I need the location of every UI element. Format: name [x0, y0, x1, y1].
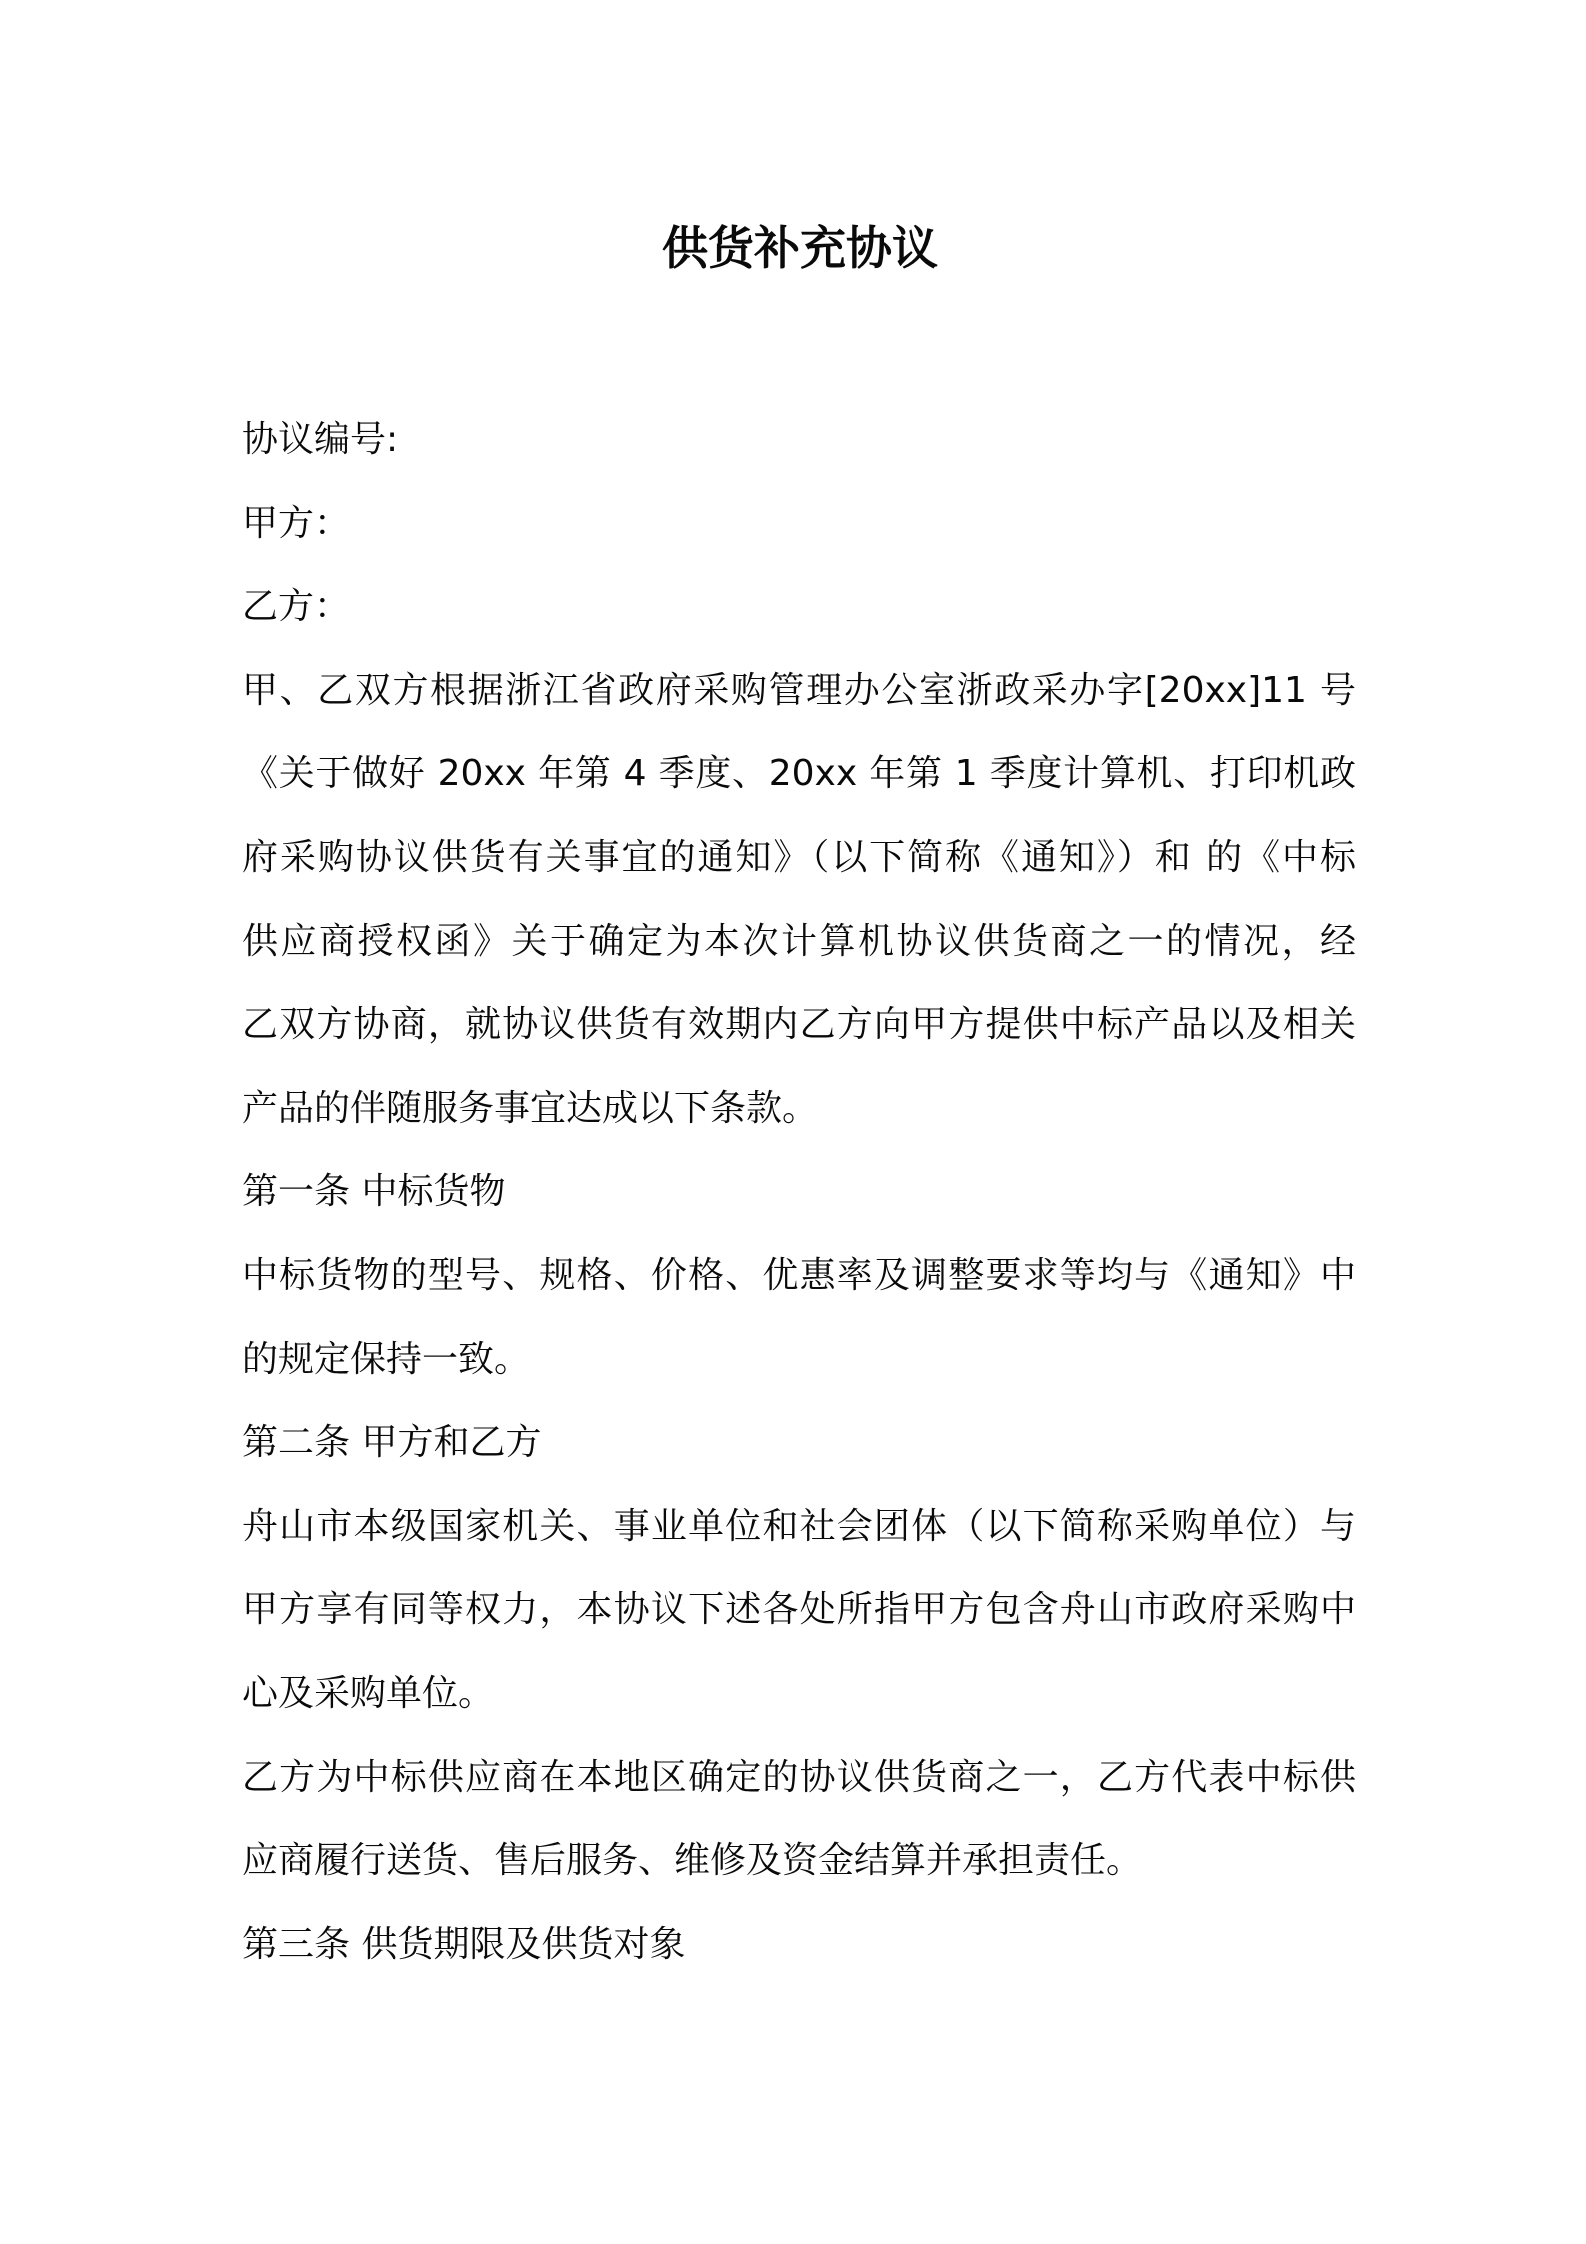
- agreement-number-label: 协议编号:: [242, 419, 399, 460]
- party-b-label: 乙方：: [242, 586, 351, 628]
- preamble-line: 产品的伴随服务事宜达成以下条款。: [242, 1087, 819, 1129]
- preamble-line: 乙双方协商，就协议供货有效期内乙方向甲方提供中标产品以及相关: [242, 1004, 1356, 1046]
- article-2-line: 应商履行送货、售后服务、维修及资金结算并承担责任。: [242, 1840, 1143, 1882]
- article-1-line: 中标货物的型号、规格、价格、优惠率及调整要求等均与《通知》中: [242, 1254, 1356, 1296]
- document-body: [242, 398, 1356, 1986]
- article-1-line: 的规定保持一致。: [242, 1338, 531, 1380]
- preamble-line: 甲、乙双方根据浙江省政府采购管理办公室浙政采办字[20xx]11 号: [242, 669, 1356, 711]
- preamble-paragraph: [242, 649, 1356, 1151]
- party-a-label: 甲方：: [242, 502, 351, 544]
- article-3-heading: 第三条 供货期限及供货对象: [242, 1923, 686, 1965]
- preamble-line: 供应商授权函》关于确定为本次计算机协议供货商之一的情况，经: [242, 920, 1356, 962]
- article-1-heading: 第一条 中标货物: [242, 1171, 506, 1213]
- preamble-line: 府采购协议供货有关事宜的通知》（以下简称《通知》）和 的《中标: [242, 836, 1356, 878]
- article-2-line: 心及采购单位。: [242, 1672, 495, 1714]
- article-2-paragraph-2: [242, 1736, 1356, 1903]
- document-title: 供货补充协议: [662, 221, 938, 275]
- article-2-line: 甲方享有同等权力，本协议下述各处所指甲方包含舟山市政府采购中: [242, 1589, 1356, 1631]
- preamble-line: 《关于做好 20xx 年第 4 季度、20xx 年第 1 季度计算机、打印机政: [242, 753, 1356, 795]
- article-1-paragraph: [242, 1234, 1356, 1401]
- article-2-paragraph-1: [242, 1485, 1356, 1736]
- article-2-line: 乙方为中标供应商在本地区确定的协议供货商之一，乙方代表中标供: [242, 1756, 1356, 1798]
- article-2-heading: 第二条 甲方和乙方: [242, 1422, 542, 1464]
- article-2-line: 舟山市本级国家机关、事业单位和社会团体（以下简称采购单位）与: [242, 1505, 1356, 1547]
